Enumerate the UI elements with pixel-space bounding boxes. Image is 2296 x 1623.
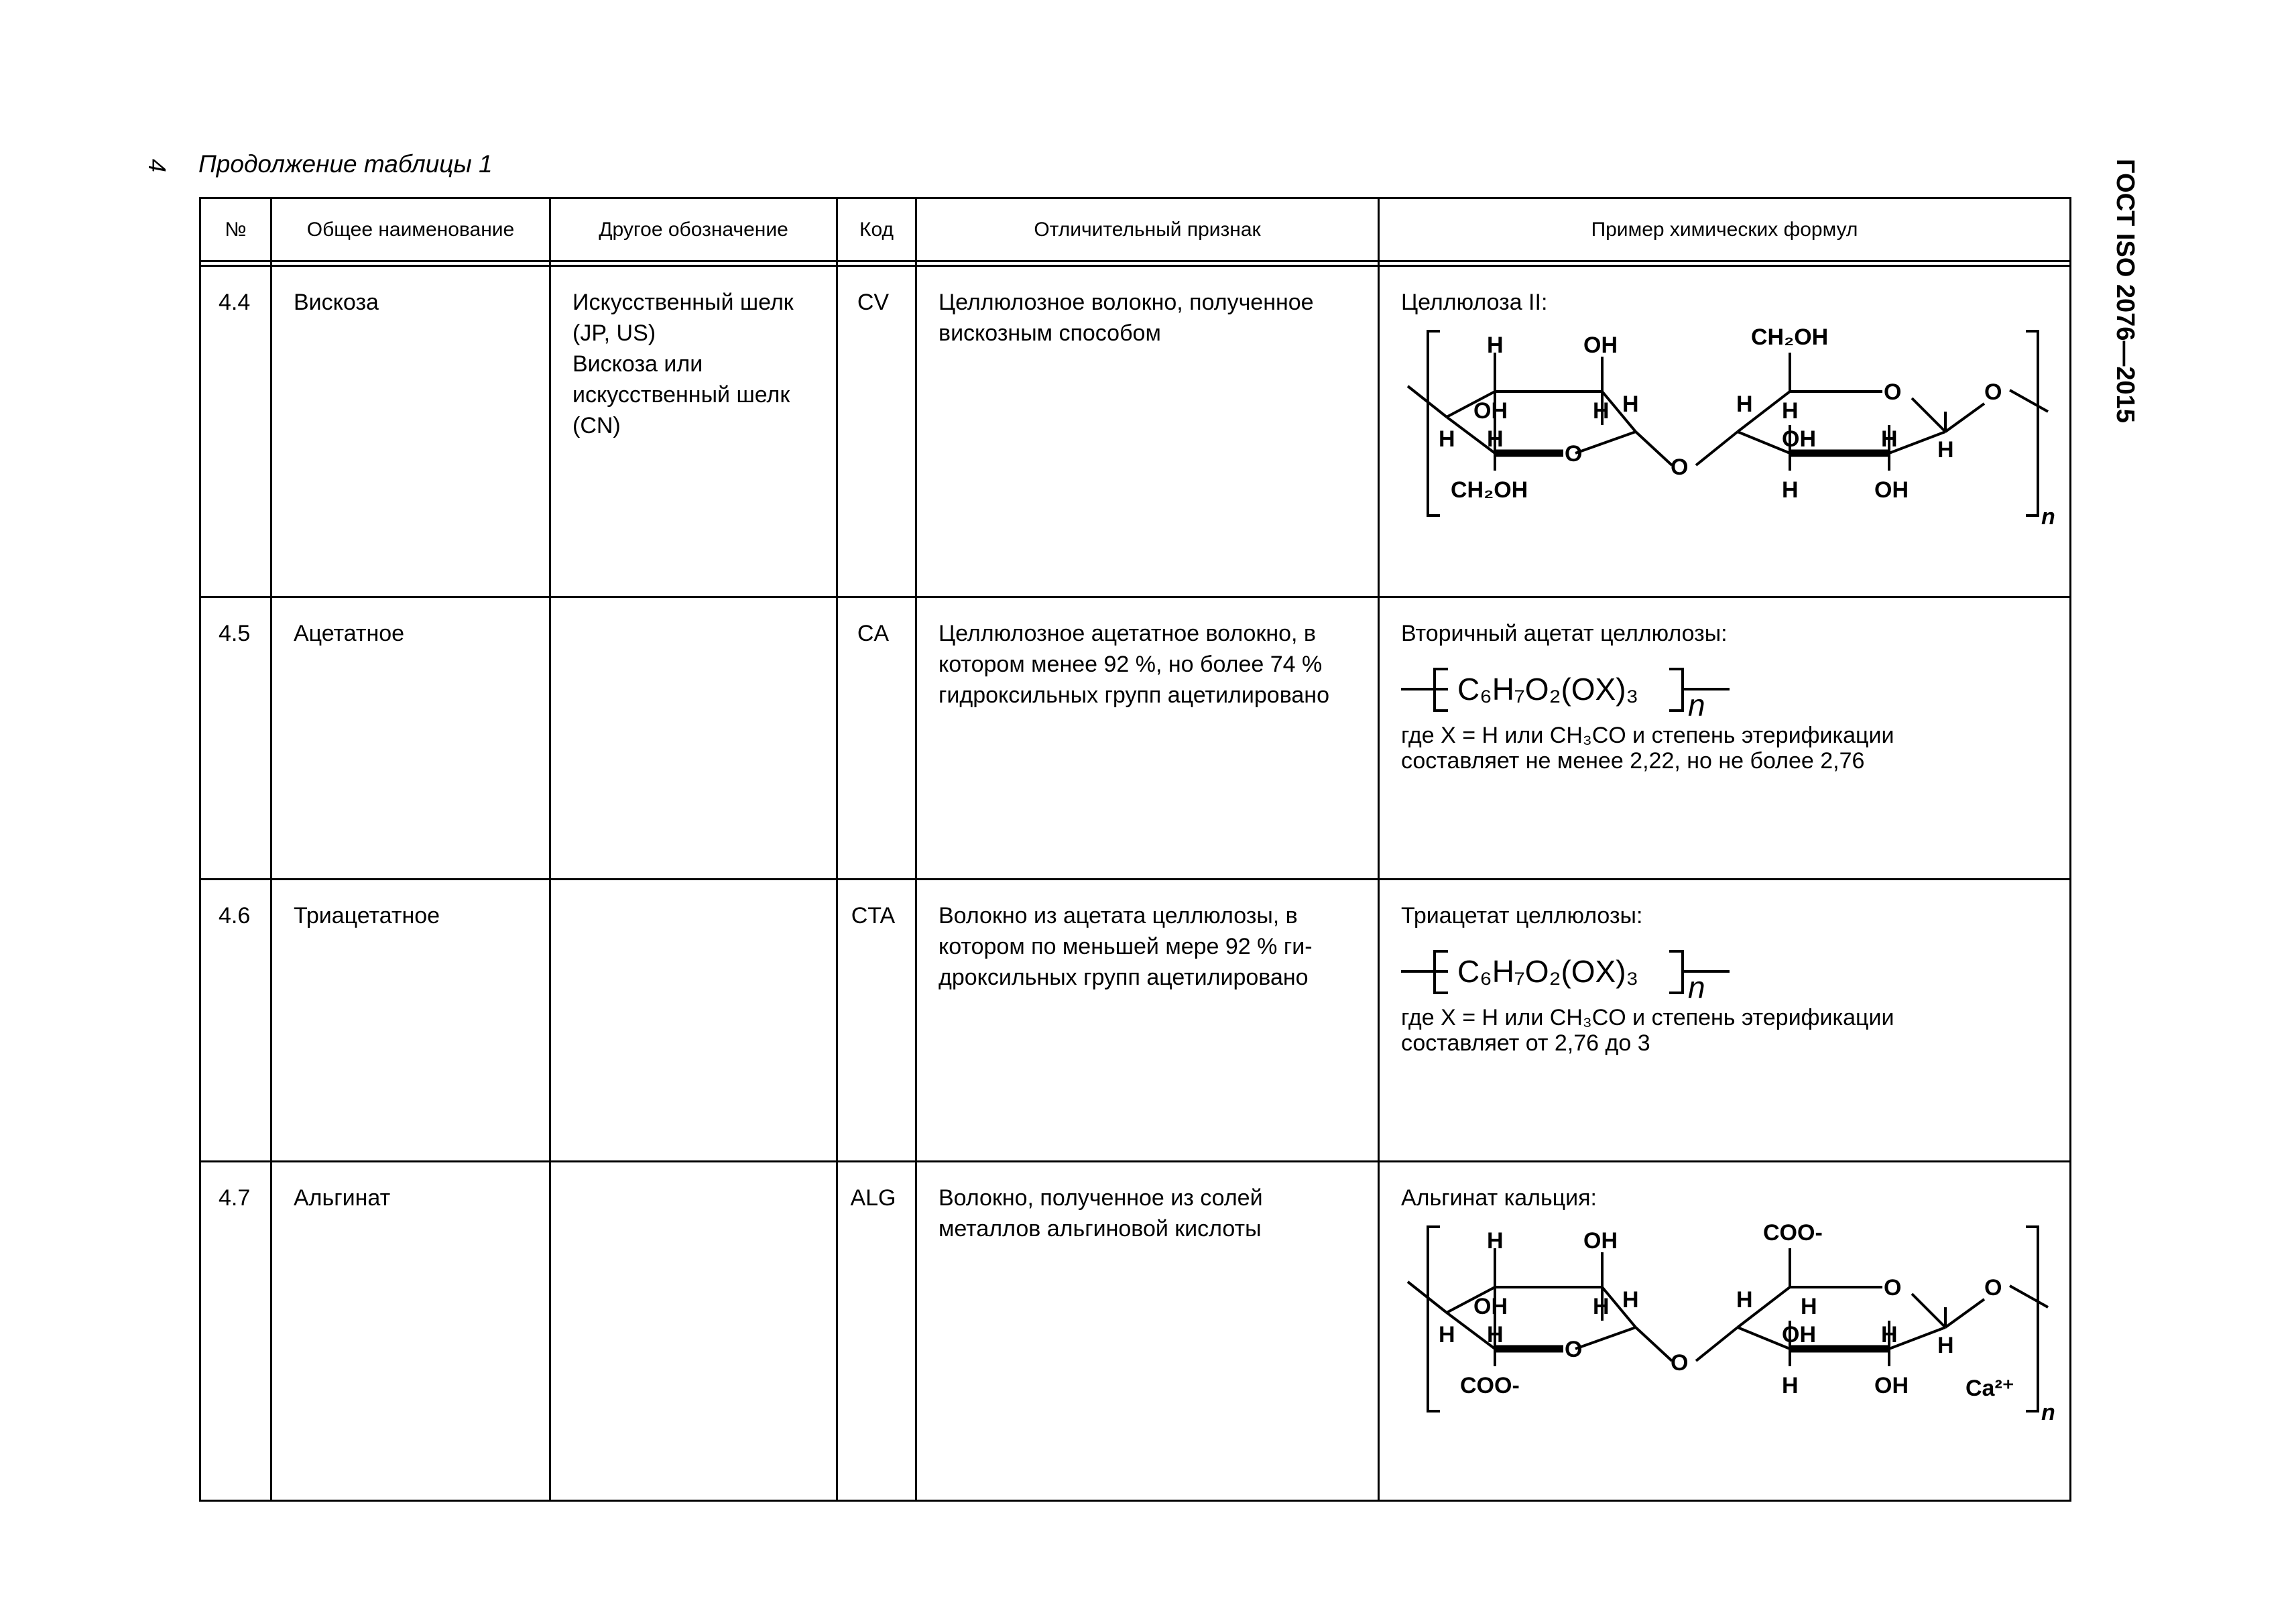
row-other: [551, 880, 836, 907]
atom-label: H: [1881, 1322, 1898, 1347]
cellulose-ii-structure: [1401, 324, 2055, 530]
atom-label: O: [1671, 455, 1689, 480]
atom-label: OH: [1782, 426, 1816, 452]
atom-labels: [1439, 324, 2055, 530]
atom-label: OH: [1782, 1322, 1816, 1347]
atom-labels: [1439, 1220, 2055, 1425]
calcium-ion: Ca²⁺: [1966, 1376, 2014, 1401]
feature-line: Волокно, полученное из солей: [939, 1185, 1263, 1211]
atom-label: H: [1937, 1333, 1954, 1358]
acetate-formula: C₆H₇O₂(OX)₃: [1457, 954, 1639, 989]
atom-label: COO-: [1763, 1220, 1823, 1246]
atom-label: O: [1565, 441, 1583, 467]
header-formula: Пример химических формул: [1379, 198, 2071, 261]
table-row: [200, 266, 2071, 597]
atom-label: O: [1565, 1337, 1583, 1362]
atom-label: O: [1884, 1275, 1902, 1301]
atom-label: H: [1487, 333, 1504, 358]
formula-note: где X = H или CH₃CO и степень этерификации: [1401, 1005, 1894, 1030]
other-line: (CN): [572, 413, 621, 438]
secondary-acetate-formula: [1401, 656, 1750, 723]
atom-label: OH: [1583, 1228, 1618, 1254]
atom-label: H: [1782, 1373, 1799, 1398]
atom-label: H: [1439, 1322, 1455, 1347]
atom-label: COO-: [1460, 1373, 1520, 1398]
table-row: [200, 597, 2071, 880]
feature-line: котором менее 92 %, но более 74 %: [939, 652, 1323, 677]
row-feature: [917, 598, 1378, 717]
feature-line: котором по меньшей мере 92 % ги-: [939, 934, 1313, 959]
atom-label: OH: [1874, 1373, 1909, 1398]
row-num: 4.4: [219, 290, 251, 315]
other-line: Вискоза или: [572, 351, 703, 377]
feature-line: гидроксильных групп ацетилировано: [939, 682, 1329, 708]
atom-label: H: [1801, 1294, 1817, 1319]
atom-label: CH₂OH: [1451, 477, 1528, 503]
fiber-table: [199, 197, 2071, 1502]
atom-label: OH: [1583, 333, 1618, 358]
row-code: CTA: [851, 903, 896, 928]
header-num: №: [200, 198, 271, 261]
row-feature: [917, 1162, 1378, 1251]
atom-label: OH: [1874, 477, 1909, 503]
atom-label: H: [1593, 1294, 1610, 1319]
atom-label: OH: [1473, 398, 1508, 424]
header-name: Общее наименование: [271, 198, 550, 261]
row-name: Вискоза: [294, 290, 379, 315]
gost-side-header: ГОСТ ISO 2076—2015: [2111, 159, 2139, 423]
row-num: 4.6: [219, 903, 251, 928]
atom-label: O: [1884, 379, 1902, 405]
row-other: [551, 267, 836, 448]
atom-label: H: [1593, 398, 1610, 424]
acetate-formula: C₆H₇O₂(OX)₃: [1457, 672, 1639, 707]
feature-line: Целлюлозное волокно, полученное: [939, 290, 1314, 315]
header-other: Другое обозначение: [550, 198, 837, 261]
row-formula: [1380, 880, 2069, 1063]
row-feature: [917, 880, 1378, 1000]
row-name: Триацетатное: [294, 903, 440, 928]
row-other: [551, 1162, 836, 1189]
repeat-n: n: [1688, 688, 1705, 723]
atom-label: O: [1984, 379, 2002, 405]
atom-label: O: [1671, 1350, 1689, 1376]
atom-label: H: [1736, 1287, 1753, 1313]
row-num: 4.7: [219, 1185, 251, 1211]
row-num: 4.5: [219, 621, 251, 646]
atom-label: H: [1881, 426, 1898, 452]
row-name: Альгинат: [294, 1185, 391, 1211]
formula-title: Целлюлоза II:: [1401, 290, 1548, 315]
atom-label: H: [1782, 477, 1799, 503]
atom-label: OH: [1473, 1294, 1508, 1319]
atom-label: H: [1487, 1322, 1504, 1347]
feature-line: Волокно из ацетата целлюлозы, в: [939, 903, 1298, 928]
formula-title: Альгинат кальция:: [1401, 1185, 1597, 1211]
table-row: [200, 1162, 2071, 1501]
calcium-alginate-structure: [1401, 1220, 2055, 1425]
atom-label: CH₂OH: [1751, 324, 1829, 350]
row-code: CA: [857, 621, 890, 646]
row-formula: [1380, 267, 2069, 532]
row-name: Ацетатное: [294, 621, 405, 646]
table-caption: Продолжение таблицы 1: [198, 150, 493, 178]
other-line: Искусственный шелк: [572, 290, 794, 315]
row-formula: [1380, 1162, 2069, 1428]
header-separator: [200, 261, 2071, 266]
feature-line: дроксильных групп ацетилировано: [939, 965, 1309, 990]
row-feature: [917, 267, 1378, 355]
atom-label: H: [1736, 392, 1753, 417]
page-number: 4: [143, 158, 172, 173]
feature-line: вискозным способом: [939, 320, 1161, 346]
feature-line: металлов альгиновой кислоты: [939, 1216, 1262, 1242]
row-code: CV: [857, 290, 890, 315]
repeat-n: n: [2041, 504, 2055, 530]
formula-note: где X = H или CH₃CO и степень этерификации: [1401, 723, 1894, 748]
table-row: [200, 880, 2071, 1162]
row-formula: [1380, 598, 2069, 780]
atom-label: O: [1984, 1275, 2002, 1301]
other-line: искусственный шелк: [572, 382, 790, 408]
triacetate-formula: [1401, 938, 1750, 1005]
atom-label: H: [1439, 426, 1455, 452]
header-feature: Отличительный признак: [916, 198, 1379, 261]
atom-label: H: [1622, 392, 1639, 417]
repeat-n: n: [1688, 970, 1705, 1005]
formula-note: составляет не менее 2,22, но не более 2,76: [1401, 748, 1865, 774]
table-header-row: [200, 198, 2071, 261]
atom-label: H: [1622, 1287, 1639, 1313]
atom-label: H: [1487, 1228, 1504, 1254]
row-code: ALG: [850, 1185, 896, 1211]
formula-title: Вторичный ацетат целлюлозы:: [1401, 621, 1728, 646]
atom-label: H: [1782, 398, 1799, 424]
repeat-n: n: [2041, 1400, 2055, 1425]
other-line: (JP, US): [572, 320, 656, 346]
feature-line: Целлюлозное ацетатное волокно, в: [939, 621, 1316, 646]
formula-note: составляет от 2,76 до 3: [1401, 1030, 1650, 1056]
row-other: [551, 598, 836, 625]
header-code: Код: [837, 198, 916, 261]
atom-label: H: [1937, 437, 1954, 463]
atom-label: H: [1487, 426, 1504, 452]
formula-title: Триацетат целлюлозы:: [1401, 903, 1643, 928]
